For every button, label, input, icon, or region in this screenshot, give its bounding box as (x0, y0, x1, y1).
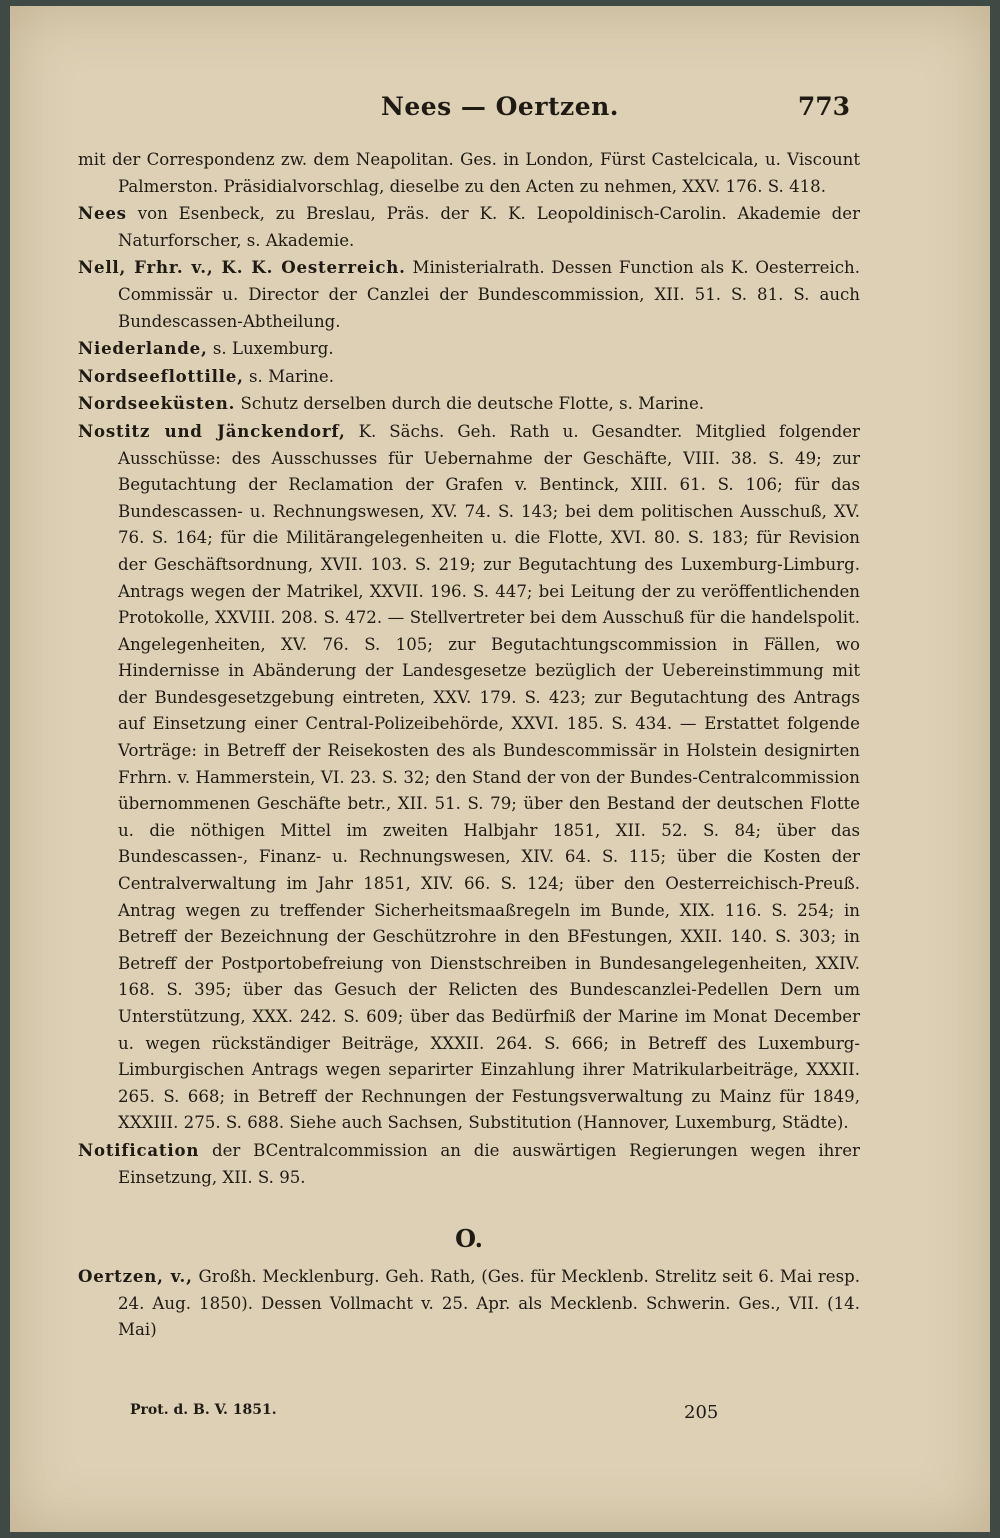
entry-text: Ministerialrath. Dessen Function als K. Oesterreich. Commissär u. Director der Canzlei der Bundescommission, XII. 51. S. 81. S. auch Bundescassen-Abtheilung. (118, 258, 861, 331)
index-entry (78, 363, 860, 391)
book-page (10, 6, 990, 1532)
entry-text: der BCentralcommission an die auswärtigen Regierungen wegen ihrer Einsetzung, XII. S. 95. (118, 1140, 860, 1187)
entry-lemma: Oertzen, v., (78, 1266, 193, 1287)
entry-lemma: Nordseeflottille, (78, 365, 244, 386)
index-entry (78, 335, 860, 363)
entry-lemma: Nostitz und Jänckendorf, (78, 420, 346, 441)
running-head: Nees — Oertzen. (380, 92, 620, 121)
entry-lemma: Nees (78, 203, 127, 224)
page-header (10, 92, 990, 132)
entry-lemma: Niederlande, (78, 338, 208, 359)
entry-text: von Esenbeck, zu Breslau, Präs. der K. K. Leopoldinisch-Carolin. Akademie der Naturforscher, s. Akademie. (118, 204, 860, 250)
index-entry (78, 418, 860, 1137)
index-entry (78, 254, 860, 335)
entry-text: s. Luxemburg. (212, 339, 334, 359)
entry-lemma: Nell, Frhr. v., K. K. Oesterreich. (78, 257, 406, 278)
entry-lemma: Nordseeküsten. (78, 393, 236, 414)
signature-mark: Prot. d. B. V. 1851. (130, 1402, 277, 1418)
index-entry (78, 1263, 860, 1344)
section-letter: O. (455, 1224, 483, 1254)
entry-text: Schutz derselben durch die deutsche Flotte, s. Marine. (240, 394, 705, 414)
index-entry (78, 146, 860, 200)
index-entry (78, 390, 860, 418)
page-number: 773 (797, 92, 850, 121)
index-entry (78, 1137, 860, 1191)
entry-text: s. Marine. (249, 366, 334, 386)
index-body (78, 146, 860, 1344)
sheet-number: 205 (684, 1402, 719, 1423)
entry-text: mit der Correspondenz zw. dem Neapolitan. Ges. in London, Fürst Castelcicala, u. Viscount Palmerston. Präsidialvorschlag, dieselbe zu den Acten zu nehmen, XXV. 176. S. 418. (78, 150, 860, 196)
entry-text: K. Sächs. Geh. Rath u. Gesandter. Mitglied folgender Ausschüsse: des Ausschusses für Uebernahme der Geschäfte, VIII. 38. S. 49; zur Begutachtung der Reclamation der Grafen v. Bentinck, XIII. 61. S. 106; für das Bundescassen- u. Rechnungswesen, XV. 74. S. 143; bei dem politischen Ausschuß, XV. 76. S. 164; für die Militärangelegenheiten u. die Flotte, XVI. 80. S. 183; für Revision der Geschäftsordnung, XVII. 103. S. 219; zur Begutachtung des Luxemburg-Limburg. Antrags wegen der Matrikel, XXVII. 196. S. 447; bei Leitung der zu veröffentlichenden Protokolle, XXVIII. 208. S. 472. — Stellvertreter bei dem Ausschuß für die handelspolit. Angelegenheiten, XV. 76. S. 105; zur Begutachtungscommission in Fällen, wo Hindernisse in Abänderung der Landesgesetze bezüglich der Uebereinstimmung mit der Bundesgesetzgebung eintreten, XXV. 179. S. 423; zur Begutachtung des Antrags auf Einsetzung einer Central-Polizeibehörde, XXVI. 185. S. 434. — Erstattet folgende Vorträge: in Betreff der Reisekosten des als Bundescommissär in Holstein designirten Frhrn. v. Hammerstein, VI. 23. S. 32; den Stand der von der Bundes-Centralcommission übernommenen Geschäfte betr., XII. 51. S. 79; über den Bestand der deutschen Flotte u. die nöthigen Mittel im zweiten Halbjahr 1851, XII. 52. S. 84; über das Bundescassen-, Finanz- u. Rechnungswesen, XIV. 64. S. 115; über die Kosten der Centralverwaltung im Jahr 1851, XIV. 66. S. 124; über den Oesterreichisch-Preuß. Antrag wegen zu treffender Sicherheitsmaaßregeln im Bunde, XIX. 116. S. 254; in Betreff der Bezeichnung der Geschützrohre in den BFestungen, XXII. 140. S. 303; in Betreff der Postportobefreiung von Dienstschreiben in Bundesangelegenheiten, XXIV. 168. S. 395; über das Gesuch der Relicten des Bundescanzlei-Pedellen Dern um Unterstützung, XXX. 242. S. 609; über das Bedürfniß der Marine im Monat December u. wegen rückständiger Beiträge, XXXII. 264. S. 666; in Betreff des Luxemburg-Limburgischen Antrags wegen separirter Einzahlung ihrer Matrikularbeiträge, XXXII. 265. S. 668; in Betreff der Rechnungen der Festungsverwaltung zu Mainz für 1849, XXXIII. 275. S. 688. Siehe auch Sachsen, Substitution (Hannover, Luxemburg, Städte). (118, 421, 860, 1133)
entry-text: Großh. Mecklenburg. Geh. Rath, (Ges. für Mecklenb. Strelitz seit 6. Mai resp. 24. Aug. 1850). Dessen Vollmacht v. 25. Apr. als Mecklenb. Schwerin. Ges., VII. (14. Mai) (118, 1267, 861, 1340)
entry-lemma: Notification (78, 1139, 200, 1160)
index-entry (78, 200, 860, 254)
page-footer (130, 1402, 830, 1432)
